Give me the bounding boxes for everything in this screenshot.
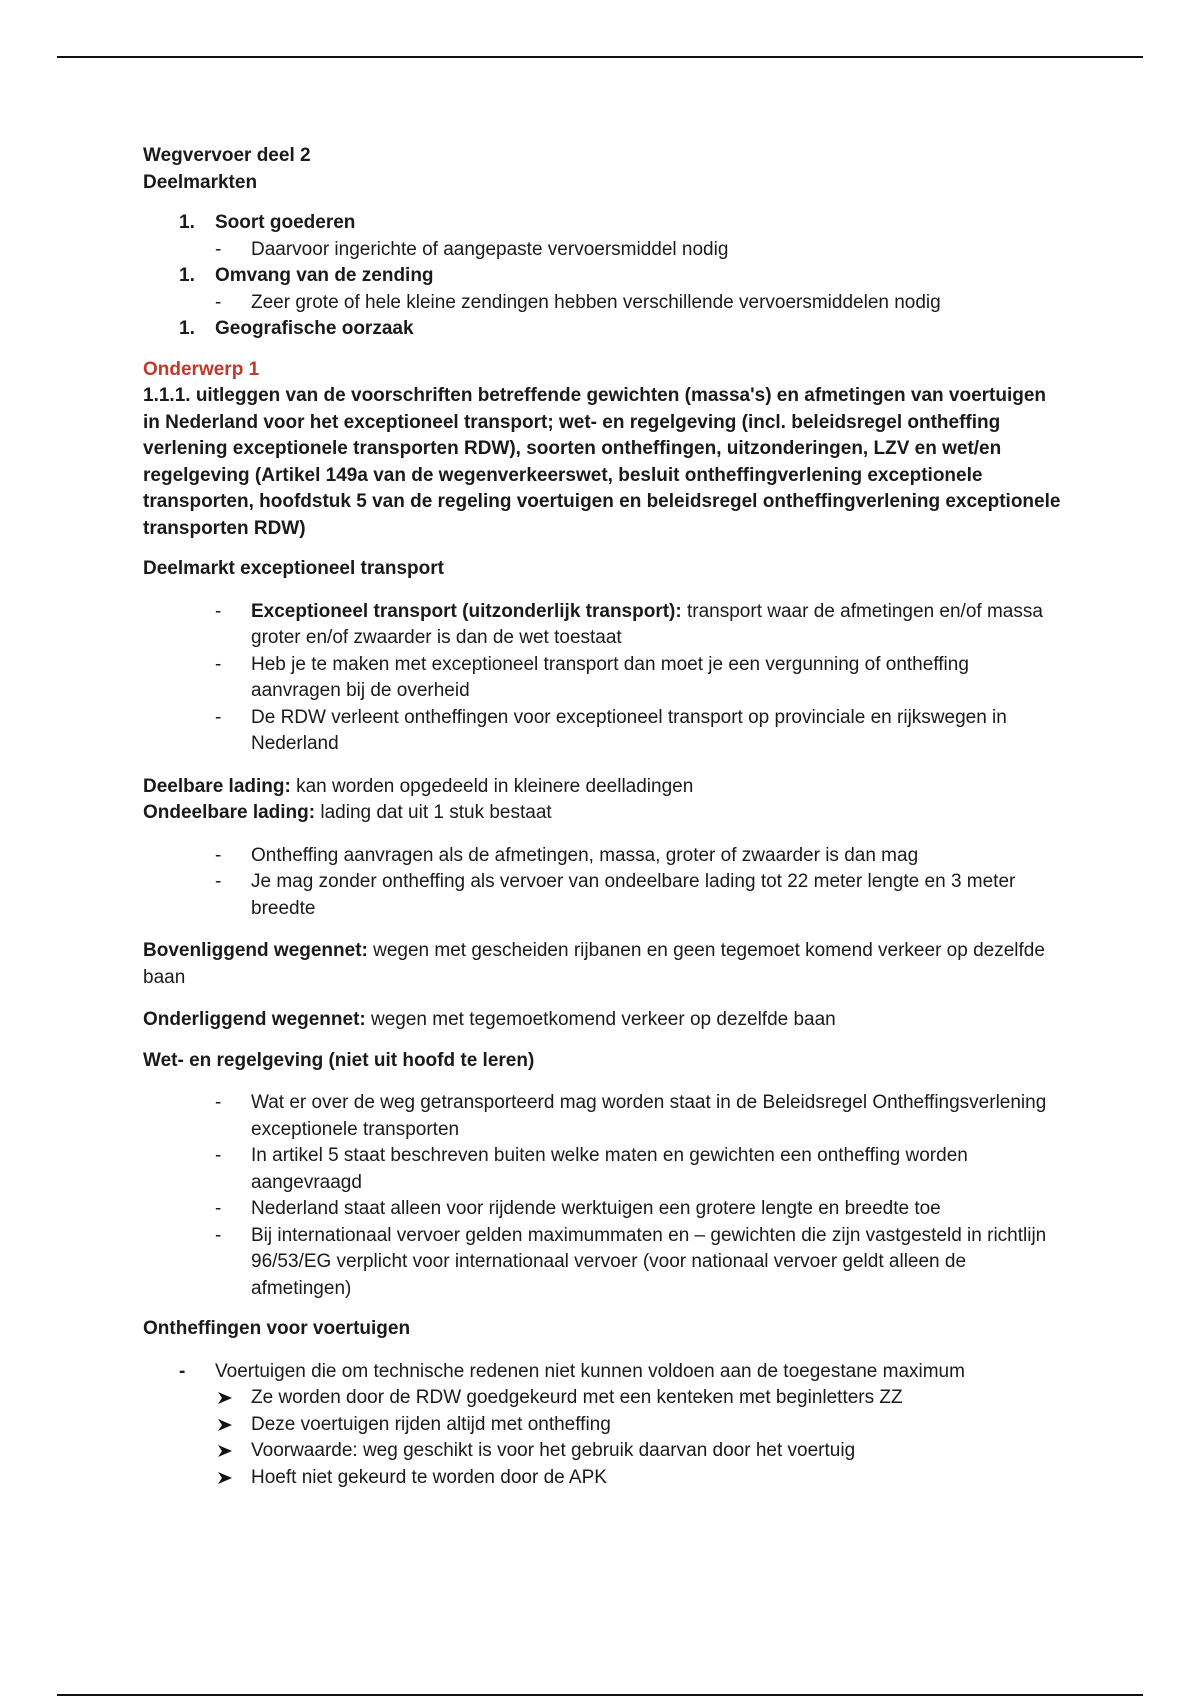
list-item-text: Deze voertuigen rijden altijd met ontheffing (251, 1413, 611, 1435)
list-item (215, 1438, 1063, 1465)
section-heading: Wet- en regelgeving (niet uit hoofd te leren) (143, 1049, 535, 1071)
definition: transport waar de afmetingen en/of massa groter en/of zwaarder is dan de wet toestaat (251, 600, 1043, 648)
numbered-item (179, 316, 1063, 343)
document-page (143, 143, 1063, 1491)
arrow-bullet-icon (215, 1385, 235, 1411)
item-number: 1. (179, 212, 195, 233)
item-label: Omvang van de zending (215, 265, 434, 286)
arrow-list (143, 1385, 1063, 1491)
bullet-list (143, 599, 1063, 758)
list-item: - Nederland staat alleen voor rijdende werktuigen een grotere lengte en breedte toe (215, 1196, 1063, 1223)
item-label: Soort goederen (215, 212, 356, 233)
document-title: Wegvervoer deel 2 (143, 145, 311, 166)
numbered-list (179, 210, 1063, 343)
learning-objective: 1.1.1. uitleggen van de voorschriften betreffende gewichten (massa's) en afmetingen van voertuigen in Nederland voor het exceptioneel transport; wet- en regelgeving (incl. beleidsregel ontheffing verlening exceptionele transporten RDW), soorten ontheffingen, uitzonderingen, LZV en wet/en regelgeving (Artikel 149a van de wegenverkeerswet, besluit ontheffingverlening exceptionele transporten, hoofdstuk 5 van de regeling voertuigen en beleidsregel ontheffingverlening exceptionele transporten RDW) (143, 385, 1061, 539)
list-item-text: Hoeft niet gekeurd te worden door de APK (251, 1466, 607, 1488)
document-subtitle: Deelmarkten (143, 171, 258, 193)
list-item: - Wat er over de weg getransporteerd mag worden staat in de Beleidsregel Ontheffingsverlening exceptionele transporten (215, 1090, 1063, 1143)
definition-upper-network (143, 938, 1063, 991)
list-item (215, 1412, 1063, 1439)
definition: wegen met gescheiden rijbanen en geen tegemoet komend verkeer op dezelfde baan (143, 940, 1045, 988)
item-sub: - Zeer grote of hele kleine zendingen hebben verschillende vervoersmiddelen nodig (215, 290, 1063, 317)
term: Ondeelbare lading: (143, 802, 316, 823)
list-item: - Bij internationaal vervoer gelden maximummaten en – gewichten die zijn vastgesteld in richtlijn 96/53/EG verplicht voor internationaal vervoer (voor nationaal vervoer geldt alleen de afmetingen) (215, 1223, 1063, 1303)
term: Bovenliggend wegennet: (143, 940, 368, 961)
header-rule (57, 56, 1143, 58)
bullet-list (143, 1359, 1063, 1386)
list-item: - In artikel 5 staat beschreven buiten welke maten en gewichten een ontheffing worden aangevraagd (215, 1143, 1063, 1196)
section-heading: Deelmarkt exceptioneel transport (143, 558, 444, 579)
list-item: - Ontheffing aanvragen als de afmetingen, massa, groter of zwaarder is dan mag (215, 843, 1063, 870)
definition-divisible (143, 774, 1063, 801)
item-sub: - Daarvoor ingerichte of aangepaste vervoersmiddel nodig (215, 237, 1063, 264)
list-item-text: Ze worden door de RDW goedgekeurd met een kenteken met beginletters ZZ (251, 1387, 903, 1408)
definition-lower-network (143, 1007, 1063, 1034)
definition-indivisible (143, 800, 1063, 827)
item-number: 1. (179, 265, 195, 286)
item-number: 1. (179, 318, 195, 339)
arrow-bullet-icon (215, 1438, 235, 1464)
section-heading: Ontheffingen voor voertuigen (143, 1318, 411, 1339)
definition: kan worden opgedeeld in kleinere deelladingen (290, 775, 694, 797)
list-item (215, 1465, 1063, 1492)
list-item: - Je mag zonder ontheffing als vervoer van ondeelbare lading tot 22 meter lengte en 3 meter breedte (215, 869, 1063, 922)
footer-rule (57, 1694, 1143, 1696)
numbered-item (179, 263, 1063, 316)
term: Deelbare lading: (143, 775, 291, 797)
term: Exceptioneel transport (uitzonderlijk transport): (251, 600, 682, 622)
list-item: - De RDW verleent ontheffingen voor exceptioneel transport op provinciale en rijkswegen in Nederland (215, 705, 1063, 758)
list-item (215, 1385, 1063, 1412)
item-label: Geografische oorzaak (215, 318, 414, 339)
topic-label: Onderwerp 1 (143, 358, 260, 380)
term: Onderliggend wegennet: (143, 1009, 366, 1030)
definition: lading dat uit 1 stuk bestaat (315, 802, 552, 823)
definition: wegen met tegemoetkomend verkeer op dezelfde baan (365, 1009, 836, 1030)
arrow-bullet-icon (215, 1465, 235, 1491)
bullet-list (143, 843, 1063, 923)
list-item: - Heb je te maken met exceptioneel transport dan moet je een vergunning of ontheffing aanvragen bij de overheid (215, 652, 1063, 705)
list-item-text: Voorwaarde: weg geschikt is voor het gebruik daarvan door het voertuig (251, 1440, 856, 1461)
list-item (215, 599, 1063, 652)
arrow-bullet-icon (215, 1412, 235, 1438)
list-item: - Voertuigen die om technische redenen niet kunnen voldoen aan de toegestane maximum (179, 1359, 1063, 1386)
bullet-list (143, 1090, 1063, 1302)
numbered-item (179, 210, 1063, 263)
